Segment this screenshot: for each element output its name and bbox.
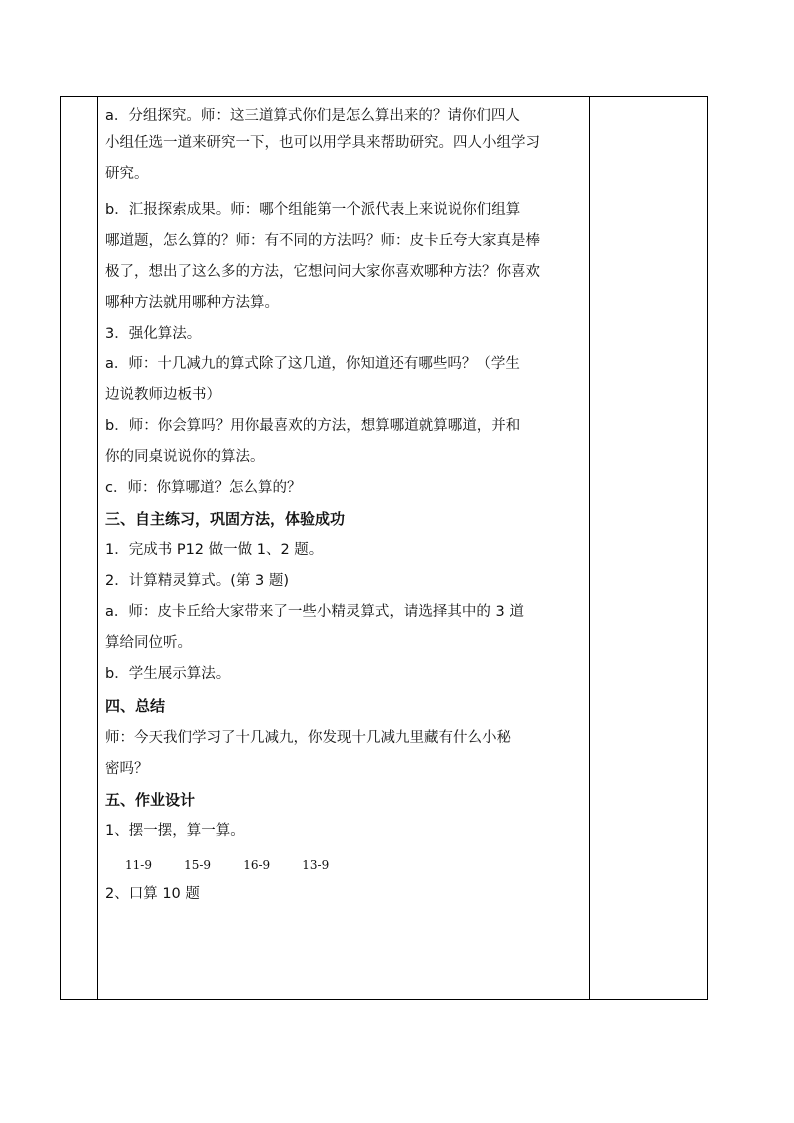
homework-item: 11-9 [125, 858, 152, 872]
text-line: a．分组探究。师：这三道算式你们是怎么算出来的？请你们四人 [105, 108, 520, 124]
left-column-divider [97, 97, 98, 999]
text-line: b．师：你会算吗？用你最喜欢的方法，想算哪道就算哪道，并和 [105, 418, 521, 434]
right-column-divider [589, 97, 590, 999]
text-line: b．汇报探索成果。师：哪个组能第一个派代表上来说说你们组算 [105, 202, 521, 218]
text-line: 小组任选一道来研究一下，也可以用学具来帮助研究。四人小组学习 [105, 135, 540, 151]
text-line: b．学生展示算法。 [105, 666, 231, 682]
text-line: 2、口算 10 题 [105, 886, 200, 902]
section-heading-practice: 三、自主练习，巩固方法，体验成功 [105, 510, 346, 528]
text-line: 边说教师边板书） [105, 387, 221, 403]
text-line: 研究。 [105, 166, 149, 182]
text-line: 密吗？ [105, 761, 149, 777]
homework-items [125, 854, 356, 873]
text-line: 师：今天我们学习了十几减九，你发现十几减九里藏有什么小秘 [105, 730, 511, 746]
text-line: 你的同桌说说你的算法。 [105, 449, 265, 465]
text-line: 2．计算精灵算式。(第 3 题) [105, 573, 289, 589]
section-step: 3．强化算法。 [105, 326, 202, 342]
text-line: 1、摆一摆，算一算。 [105, 823, 245, 839]
text-line: 哪道题，怎么算的？师：有不同的方法吗？师：皮卡丘夸大家真是棒 [105, 233, 540, 249]
lesson-table [60, 96, 708, 1000]
homework-item: 15-9 [184, 858, 212, 872]
section-heading-summary: 四、总结 [105, 697, 166, 715]
text-line: a．师：十几减九的算式除了这几道，你知道还有哪些吗？（学生 [105, 356, 520, 372]
text-line: 哪种方法就用哪种方法算。 [105, 295, 279, 311]
homework-item: 13-9 [302, 858, 330, 872]
text-line: 算给同位听。 [105, 635, 192, 651]
text-line: 1．完成书 P12 做一做 1、2 题。 [105, 542, 324, 558]
text-line: 极了，想出了这么多的方法，它想问问大家你喜欢哪种方法？你喜欢 [105, 264, 540, 280]
text-line: c．师：你算哪道？怎么算的？ [105, 480, 302, 496]
text-line: a．师：皮卡丘给大家带来了一些小精灵算式，请选择其中的 3 道 [105, 604, 524, 620]
section-heading-homework: 五、作业设计 [105, 791, 196, 809]
homework-item: 16-9 [243, 858, 271, 872]
